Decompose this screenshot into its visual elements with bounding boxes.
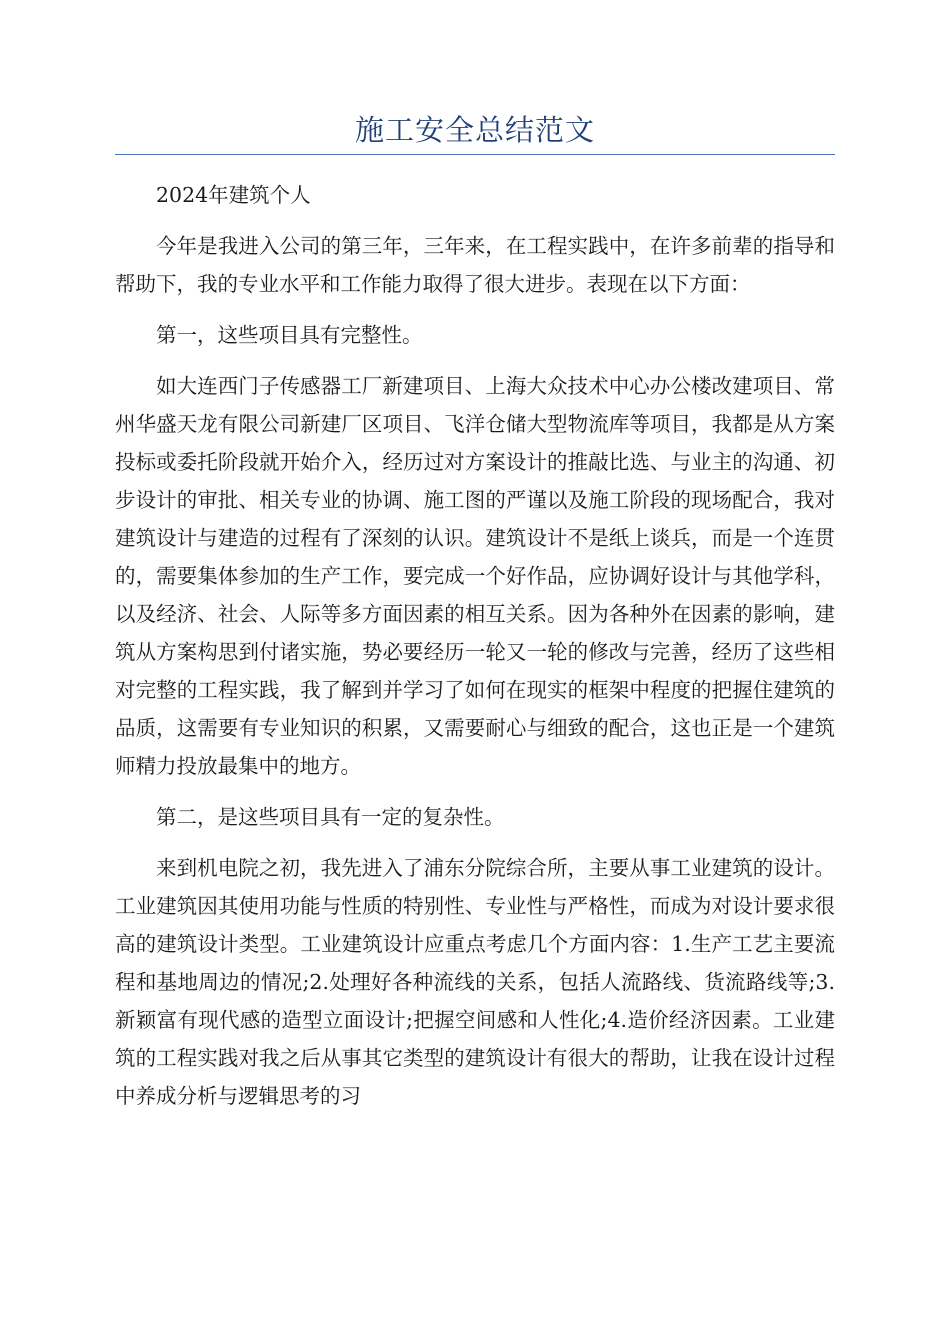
paragraph-heading-second: 第二，是这些项目具有一定的复杂性。 — [156, 805, 505, 829]
paragraph-heading-first: 第一，这些项目具有完整性。 — [156, 323, 423, 347]
paragraph-second-detail: 来到机电院之初，我先进入了浦东分院综合所，主要从事工业建筑的设计。工业建筑因其使用功能与性质的特别性、专业性与严格性，而成为对设计要求很高的建筑设计类型。工业建筑设计应重点考虑几个方面内容：1.生产工艺主要流程和基地周边的情况;2.处理好各种流线的关系，包括人流路线、货流路线等;3.新颖富有现代感的造型立面设计;把握空间感和人性化;4.造价经济因素。工业建筑的工程实践对我之后从事其它类型的建筑设计有很大的帮助，让我在设计过程中养成分析与逻辑思考的习 — [115, 856, 835, 1108]
document-body — [115, 176, 835, 1128]
paragraph-intro: 今年是我进入公司的第三年，三年来，在工程实践中，在许多前辈的指导和帮助下，我的专业水平和工作能力取得了很大进步。表现在以下方面： — [115, 234, 835, 296]
paragraph-subtitle: 2024年建筑个人 — [156, 183, 311, 207]
paragraph-first-detail: 如大连西门子传感器工厂新建项目、上海大众技术中心办公楼改建项目、常州华盛天龙有限公司新建厂区项目、飞洋仓储大型物流库等项目，我都是从方案投标或委托阶段就开始介入，经历过对方案设计的推敲比选、与业主的沟通、初步设计的审批、相关专业的协调、施工图的严谨以及施工阶段的现场配合，我对建筑设计与建造的过程有了深刻的认识。建筑设计不是纸上谈兵，而是一个连贯的，需要集体参加的生产工作，要完成一个好作品，应协调好设计与其他学科，以及经济、社会、人际等多方面因素的相互关系。因为各种外在因素的影响，建筑从方案构思到付诸实施，势必要经历一轮又一轮的修改与完善，经历了这些相对完整的工程实践，我了解到并学习了如何在现实的框架中程度的把握住建筑的品质，这需要有专业知识的积累，又需要耐心与细致的配合，这也正是一个建筑师精力投放最集中的地方。 — [115, 374, 835, 778]
title-underline — [115, 154, 835, 155]
document-title: 施工安全总结范文 — [354, 113, 595, 147]
